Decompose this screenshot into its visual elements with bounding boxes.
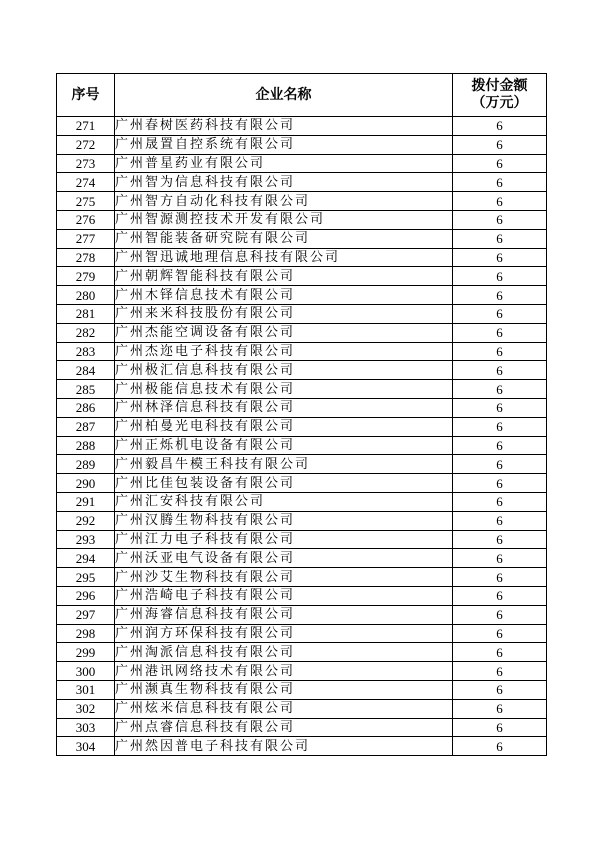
amount-cell: 6: [453, 304, 547, 323]
row-index-cell: 277: [57, 229, 115, 248]
company-name-cell: 广州江力电子科技有限公司: [115, 530, 453, 549]
table-row: [57, 436, 547, 455]
row-index-cell: 295: [57, 568, 115, 587]
company-name-cell: 广州沃亚电气设备有限公司: [115, 549, 453, 568]
row-index-cell: 296: [57, 586, 115, 605]
company-name-cell: 广州极能信息技术有限公司: [115, 380, 453, 399]
company-name-cell: 广州汇安科技有限公司: [115, 492, 453, 511]
amount-cell: 6: [453, 229, 547, 248]
amount-cell: 6: [453, 737, 547, 756]
amount-cell: 6: [453, 135, 547, 154]
row-index-cell: 292: [57, 511, 115, 530]
amount-cell: 6: [453, 342, 547, 361]
row-index-cell: 279: [57, 267, 115, 286]
row-index-cell: 304: [57, 737, 115, 756]
table-row: [57, 229, 547, 248]
row-index-cell: 283: [57, 342, 115, 361]
amount-cell: 6: [453, 680, 547, 699]
table-row: [57, 323, 547, 342]
amount-cell: 6: [453, 323, 547, 342]
company-funding-table: [56, 73, 547, 756]
table-row: [57, 624, 547, 643]
row-index-cell: 271: [57, 117, 115, 136]
company-name-cell: 广州然因普电子科技有限公司: [115, 737, 453, 756]
amount-cell: 6: [453, 248, 547, 267]
row-index-cell: 273: [57, 154, 115, 173]
row-index-cell: 291: [57, 492, 115, 511]
table-row: [57, 248, 547, 267]
company-name-cell: 广州汉腾生物科技有限公司: [115, 511, 453, 530]
table-row: [57, 304, 547, 323]
header-amount-line2: （万元）: [471, 95, 528, 111]
row-index-cell: 303: [57, 718, 115, 737]
row-index-cell: 281: [57, 304, 115, 323]
amount-cell: 6: [453, 117, 547, 136]
amount-cell: 6: [453, 530, 547, 549]
amount-cell: 6: [453, 511, 547, 530]
row-index-cell: 301: [57, 680, 115, 699]
row-index-cell: 293: [57, 530, 115, 549]
row-index-cell: 290: [57, 474, 115, 493]
amount-cell: 6: [453, 605, 547, 624]
row-index-cell: 300: [57, 662, 115, 681]
table-row: [57, 342, 547, 361]
company-name-cell: 广州沙艾生物科技有限公司: [115, 568, 453, 587]
amount-cell: 6: [453, 210, 547, 229]
row-index-cell: 298: [57, 624, 115, 643]
row-index-cell: 284: [57, 361, 115, 380]
amount-cell: 6: [453, 624, 547, 643]
company-name-cell: 广州点睿信息科技有限公司: [115, 718, 453, 737]
row-index-cell: 278: [57, 248, 115, 267]
table-row: [57, 455, 547, 474]
header-amount-line1: 拨付金额: [471, 78, 528, 94]
table-row: [57, 286, 547, 305]
company-name-cell: 广州智为信息科技有限公司: [115, 173, 453, 192]
company-name-cell: 广州柏曼光电科技有限公司: [115, 417, 453, 436]
table-row: [57, 154, 547, 173]
row-index-cell: 289: [57, 455, 115, 474]
company-name-cell: 广州林泽信息科技有限公司: [115, 398, 453, 417]
company-name-cell: 广州正烁机电设备有限公司: [115, 436, 453, 455]
amount-cell: 6: [453, 154, 547, 173]
amount-cell: 6: [453, 436, 547, 455]
table-row: [57, 568, 547, 587]
table-row: [57, 662, 547, 681]
company-name-cell: 广州智迅诚地理信息科技有限公司: [115, 248, 453, 267]
amount-cell: 6: [453, 662, 547, 681]
company-name-cell: 广州润方环保科技有限公司: [115, 624, 453, 643]
table-row: [57, 398, 547, 417]
amount-cell: 6: [453, 286, 547, 305]
row-index-cell: 272: [57, 135, 115, 154]
amount-cell: 6: [453, 568, 547, 587]
header-company-name: 企业名称: [115, 74, 453, 117]
table-row: [57, 530, 547, 549]
table-row: [57, 511, 547, 530]
company-name-cell: 广州智方自动化科技有限公司: [115, 192, 453, 211]
row-index-cell: 302: [57, 699, 115, 718]
table-row: [57, 699, 547, 718]
table-row: [57, 549, 547, 568]
company-name-cell: 广州杰能空调设备有限公司: [115, 323, 453, 342]
company-name-cell: 广州智源测控技术开发有限公司: [115, 210, 453, 229]
table-row: [57, 117, 547, 136]
amount-cell: 6: [453, 549, 547, 568]
company-name-cell: 广州毅昌牛模王科技有限公司: [115, 455, 453, 474]
table-row: [57, 267, 547, 286]
table-row: [57, 361, 547, 380]
amount-cell: 6: [453, 474, 547, 493]
amount-cell: 6: [453, 417, 547, 436]
company-name-cell: 广州木铎信息技术有限公司: [115, 286, 453, 305]
company-name-cell: 广州普星药业有限公司: [115, 154, 453, 173]
amount-cell: 6: [453, 586, 547, 605]
table-row: [57, 605, 547, 624]
table-row: [57, 173, 547, 192]
row-index-cell: 288: [57, 436, 115, 455]
table-row: [57, 380, 547, 399]
table-row: [57, 192, 547, 211]
row-index-cell: 280: [57, 286, 115, 305]
table-row: [57, 474, 547, 493]
amount-cell: 6: [453, 380, 547, 399]
amount-cell: 6: [453, 398, 547, 417]
row-index-cell: 282: [57, 323, 115, 342]
row-index-cell: 286: [57, 398, 115, 417]
company-name-cell: 广州淘派信息科技有限公司: [115, 643, 453, 662]
row-index-cell: 276: [57, 210, 115, 229]
row-index-cell: 294: [57, 549, 115, 568]
table-row: [57, 586, 547, 605]
amount-cell: 6: [453, 173, 547, 192]
row-index-cell: 285: [57, 380, 115, 399]
table-row: [57, 135, 547, 154]
table-body: [57, 117, 547, 756]
company-name-cell: 广州杰迩电子科技有限公司: [115, 342, 453, 361]
amount-cell: 6: [453, 267, 547, 286]
header-row: [57, 74, 547, 117]
company-name-cell: 广州智能装备研究院有限公司: [115, 229, 453, 248]
company-name-cell: 广州来米科技股份有限公司: [115, 304, 453, 323]
company-name-cell: 广州春树医药科技有限公司: [115, 117, 453, 136]
table-row: [57, 417, 547, 436]
table-row: [57, 492, 547, 511]
table-header: [57, 74, 547, 117]
amount-cell: 6: [453, 361, 547, 380]
row-index-cell: 274: [57, 173, 115, 192]
company-name-cell: 广州朝辉智能科技有限公司: [115, 267, 453, 286]
amount-cell: 6: [453, 455, 547, 474]
table-row: [57, 718, 547, 737]
amount-cell: 6: [453, 718, 547, 737]
company-name-cell: 广州港讯网络技术有限公司: [115, 662, 453, 681]
amount-cell: 6: [453, 192, 547, 211]
amount-cell: 6: [453, 492, 547, 511]
row-index-cell: 299: [57, 643, 115, 662]
row-index-cell: 275: [57, 192, 115, 211]
company-name-cell: 广州浩崎电子科技有限公司: [115, 586, 453, 605]
company-name-cell: 广州海睿信息科技有限公司: [115, 605, 453, 624]
company-name-cell: 广州晟置自控系统有限公司: [115, 135, 453, 154]
amount-cell: 6: [453, 699, 547, 718]
company-name-cell: 广州濒真生物科技有限公司: [115, 680, 453, 699]
company-name-cell: 广州炫米信息科技有限公司: [115, 699, 453, 718]
header-amount: [453, 74, 547, 117]
company-name-cell: 广州极汇信息科技有限公司: [115, 361, 453, 380]
row-index-cell: 287: [57, 417, 115, 436]
header-index: 序号: [57, 74, 115, 117]
table-row: [57, 643, 547, 662]
table-row: [57, 680, 547, 699]
amount-cell: 6: [453, 643, 547, 662]
row-index-cell: 297: [57, 605, 115, 624]
company-name-cell: 广州比佳包装设备有限公司: [115, 474, 453, 493]
table-row: [57, 737, 547, 756]
table-row: [57, 210, 547, 229]
